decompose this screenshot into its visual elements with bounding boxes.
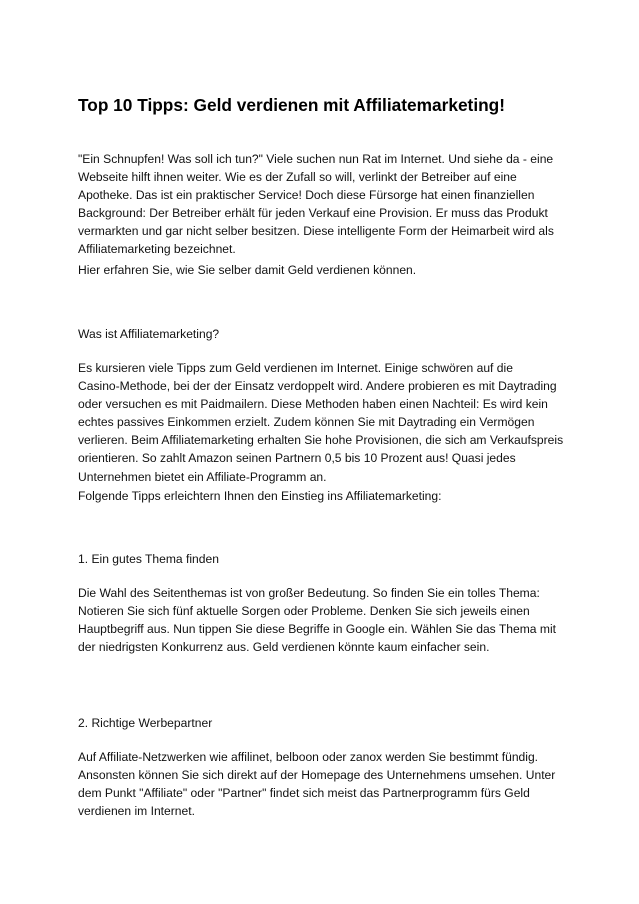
intro-paragraph (78, 150, 558, 259)
what-is-paragraph (78, 359, 564, 486)
text-line: Auf Affiliate-Netzwerken wie affilinet, belboon oder zanox werden Sie bestimmt fündig. (78, 750, 539, 764)
text-line: dem Punkt "Affiliate" oder "Partner" findet sich meist das Partnerprogramm fürs Geld (78, 786, 530, 801)
tip-2-heading (78, 714, 558, 732)
text-line: Es kursieren viele Tipps zum Geld verdienen im Internet. Einige schwören auf die (78, 361, 513, 375)
text-line: Notieren Sie sich fünf aktuelle Sorgen oder Probleme. Denken Sie sich jeweils einen (78, 604, 530, 619)
text-line: Unternehmen bietet ein Affiliate-Programm an. (78, 469, 327, 484)
text-line: Background: Der Betreiber erhält für jeden Verkauf eine Provision. Er muss das Produkt (78, 206, 548, 221)
intro-second-paragraph (78, 261, 558, 279)
text-line: Webseite hilft ihnen weiter. Wie es der Zufall so will, verlinkt der Betreiber auf eine (78, 170, 517, 185)
text-line: Ansonsten können Sie sich direkt auf der Homepage des Unternehmens umsehen. Unter (78, 768, 556, 783)
text-line: Casino-Methode, bei der der Einsatz verdoppelt wird. Andere probieren es mit Daytrading (78, 379, 557, 394)
tips-intro-paragraph (78, 487, 558, 505)
section-heading: 2. Richtige Werbepartner (78, 716, 213, 730)
text-line: "Ein Schnupfen! Was soll ich tun?" Viele suchen nun Rat im Internet. Und siehe da - eine (78, 152, 554, 166)
text-line: Die Wahl des Seitenthemas ist von großer Bedeutung. So finden Sie ein tolles Thema: (78, 586, 540, 600)
text-line: Hier erfahren Sie, wie Sie selber damit Geld verdienen können. (78, 263, 417, 277)
text-line: oder versuchen es mit Paidmailern. Diese Methoden haben einen Nachteil: Es wird kein (78, 397, 548, 412)
text-line: der niedrigsten Konkurrenz aus. Geld verdienen könnte kaum einfacher sein. (78, 640, 490, 655)
text-line: echtes passives Einkommen erzielt. Zudem können Sie mit Daytrading ein Vermögen (78, 415, 535, 430)
tip-1-paragraph (78, 584, 558, 656)
tip-2-paragraph (78, 748, 558, 820)
text-line: verdienen im Internet. (78, 804, 195, 819)
section-heading: 1. Ein gutes Thema finden (78, 552, 219, 566)
section-heading-what-is (78, 325, 558, 343)
text-line: Folgende Tipps erleichtern Ihnen den Einstieg ins Affiliatemarketing: (78, 489, 442, 503)
section-heading: Was ist Affiliatemarketing? (78, 327, 220, 341)
tip-1-heading (78, 550, 558, 568)
text-line: Apotheke. Das ist ein praktischer Service! Doch diese Fürsorge hat einen finanziellen (78, 188, 535, 203)
text-line: vermarkten und gar nicht selber besitzen. Diese intelligente Form der Heimarbeit wird als (78, 224, 554, 239)
text-line: orientieren. So zahlt Amazon seinen Partnern 0,5 bis 10 Prozent aus! Quasi jedes (78, 451, 516, 466)
text-line: verlieren. Beim Affiliatemarketing erhalten Sie hohe Provisionen, die sich am Verkaufspreis (78, 433, 564, 448)
text-line: Hauptbegriff aus. Nun tippen Sie diese Begriffe in Google ein. Wählen Sie das Thema mit (78, 622, 556, 637)
text-line: Affiliatemarketing bezeichnet. (78, 242, 236, 257)
document-title: Top 10 Tipps: Geld verdienen mit Affiliatemarketing! (78, 95, 505, 115)
